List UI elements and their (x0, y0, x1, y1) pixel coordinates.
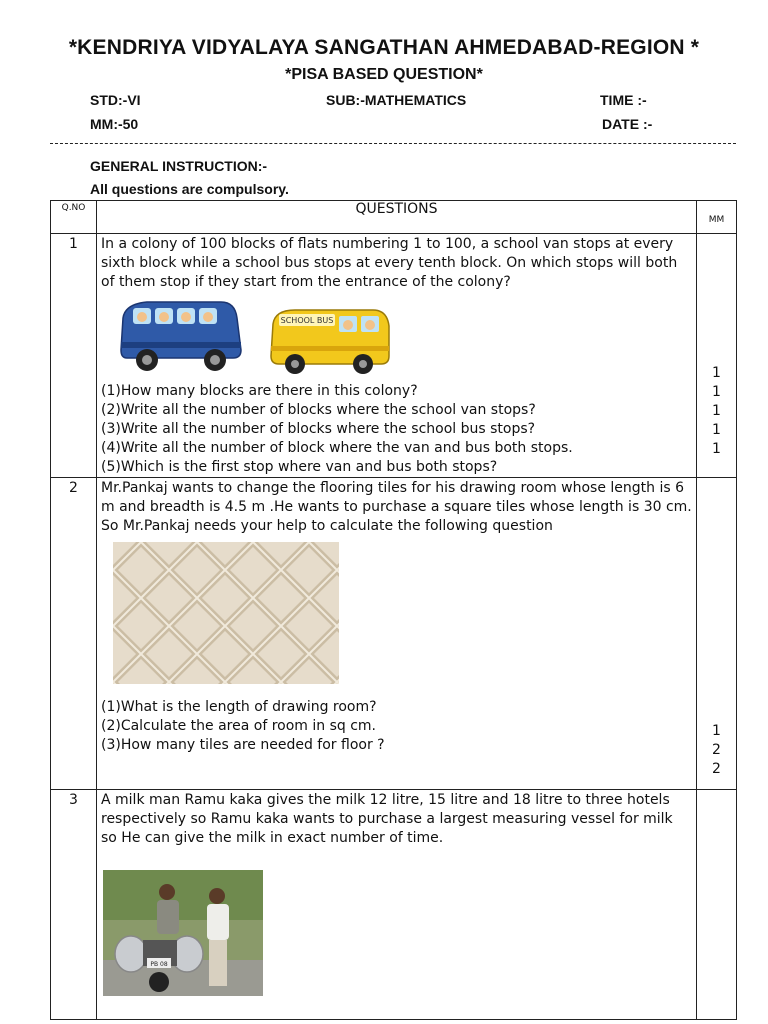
sub-question: (2)Calculate the area of room in sq cm. (101, 718, 377, 734)
question-number: 1 (51, 234, 97, 478)
mark-value: 1 (712, 365, 721, 381)
tile-pattern-image (113, 542, 339, 684)
max-marks-label: MM:-50 (90, 116, 139, 132)
floor-tile-icon (113, 542, 339, 684)
marks-cell (697, 478, 737, 790)
page-subtitle: *PISA BASED QUESTION* (285, 66, 483, 83)
header-mm: MM (697, 201, 737, 234)
mark-value: 2 (712, 742, 721, 758)
header-qno: Q.NO (51, 201, 97, 234)
marks-cell (697, 234, 737, 478)
mark-value: 1 (712, 384, 721, 400)
sub-question: (2)Write all the number of blocks where the school van stops? (101, 402, 536, 418)
instructions-line: All questions are compulsory. (90, 181, 289, 197)
question-number: 3 (51, 790, 97, 1020)
sub-question: (1)How many blocks are there in this colony? (101, 383, 418, 399)
sub-question: (5)Which is the first stop where van and bus both stops? (101, 459, 498, 475)
mark-value: 1 (712, 403, 721, 419)
school-van-icon (117, 298, 247, 374)
subject-label: SUB:-MATHEMATICS (326, 92, 467, 108)
std-label: STD:-VI (90, 92, 141, 108)
sub-question: (4)Write all the number of block where the van and bus both stops. (101, 440, 573, 456)
sub-question: (1)What is the length of drawing room? (101, 699, 377, 715)
header-questions: QUESTIONS (97, 201, 697, 234)
question-cell (97, 478, 697, 790)
question-text: In a colony of 100 blocks of flats numbering 1 to 100, a school van stops at every sixth block while a school bus stops at every tenth block. On which stops will both of them stop if they start from the entrance of the colony? (101, 236, 678, 290)
plate-text: PB 08 (150, 961, 168, 968)
question-cell (97, 790, 697, 1020)
questions-table (50, 200, 737, 1020)
page-title: *KENDRIYA VIDYALAYA SANGATHAN AHMEDABAD-REGION * (68, 36, 700, 59)
milkman-icon (103, 870, 263, 996)
table-row (51, 478, 737, 790)
instructions-heading: GENERAL INSTRUCTION:- (90, 158, 268, 174)
question-cell (97, 234, 697, 478)
mark-value: 2 (712, 761, 721, 777)
sub-question: (3)Write all the number of blocks where the school bus stops? (101, 421, 536, 437)
dashed-divider (50, 143, 736, 144)
sub-question: (3)How many tiles are needed for floor ? (101, 737, 385, 753)
sub-questions (101, 698, 692, 755)
question-text: Mr.Pankaj wants to change the flooring tiles for his drawing room whose length is 6 m and breadth is 4.5 m .He wants to purchase a square tiles whose length is 30 cm. So Mr.Pankaj needs your help to calculate the following question (101, 480, 692, 534)
vehicles-illustration (101, 298, 692, 382)
mark-value: 1 (712, 422, 721, 438)
table-row (51, 790, 737, 1020)
question-number: 2 (51, 478, 97, 790)
question-text: A milk man Ramu kaka gives the milk 12 litre, 15 litre and 18 litre to three hotels respectively so Ramu kaka wants to purchase a largest measuring vessel for milk so He can give the milk in exact number of time. (101, 792, 673, 846)
mark-value: 1 (712, 723, 721, 739)
table-header-row (51, 201, 737, 234)
milkman-photo (103, 870, 263, 996)
table-row (51, 234, 737, 478)
mark-value: 1 (712, 441, 721, 457)
school-bus-icon (269, 306, 393, 378)
sub-questions (101, 382, 692, 477)
date-label: DATE :- (602, 116, 653, 132)
time-label: TIME :- (600, 92, 647, 108)
bus-sign-text: SCHOOL BUS (280, 316, 334, 325)
marks-cell (697, 790, 737, 1020)
